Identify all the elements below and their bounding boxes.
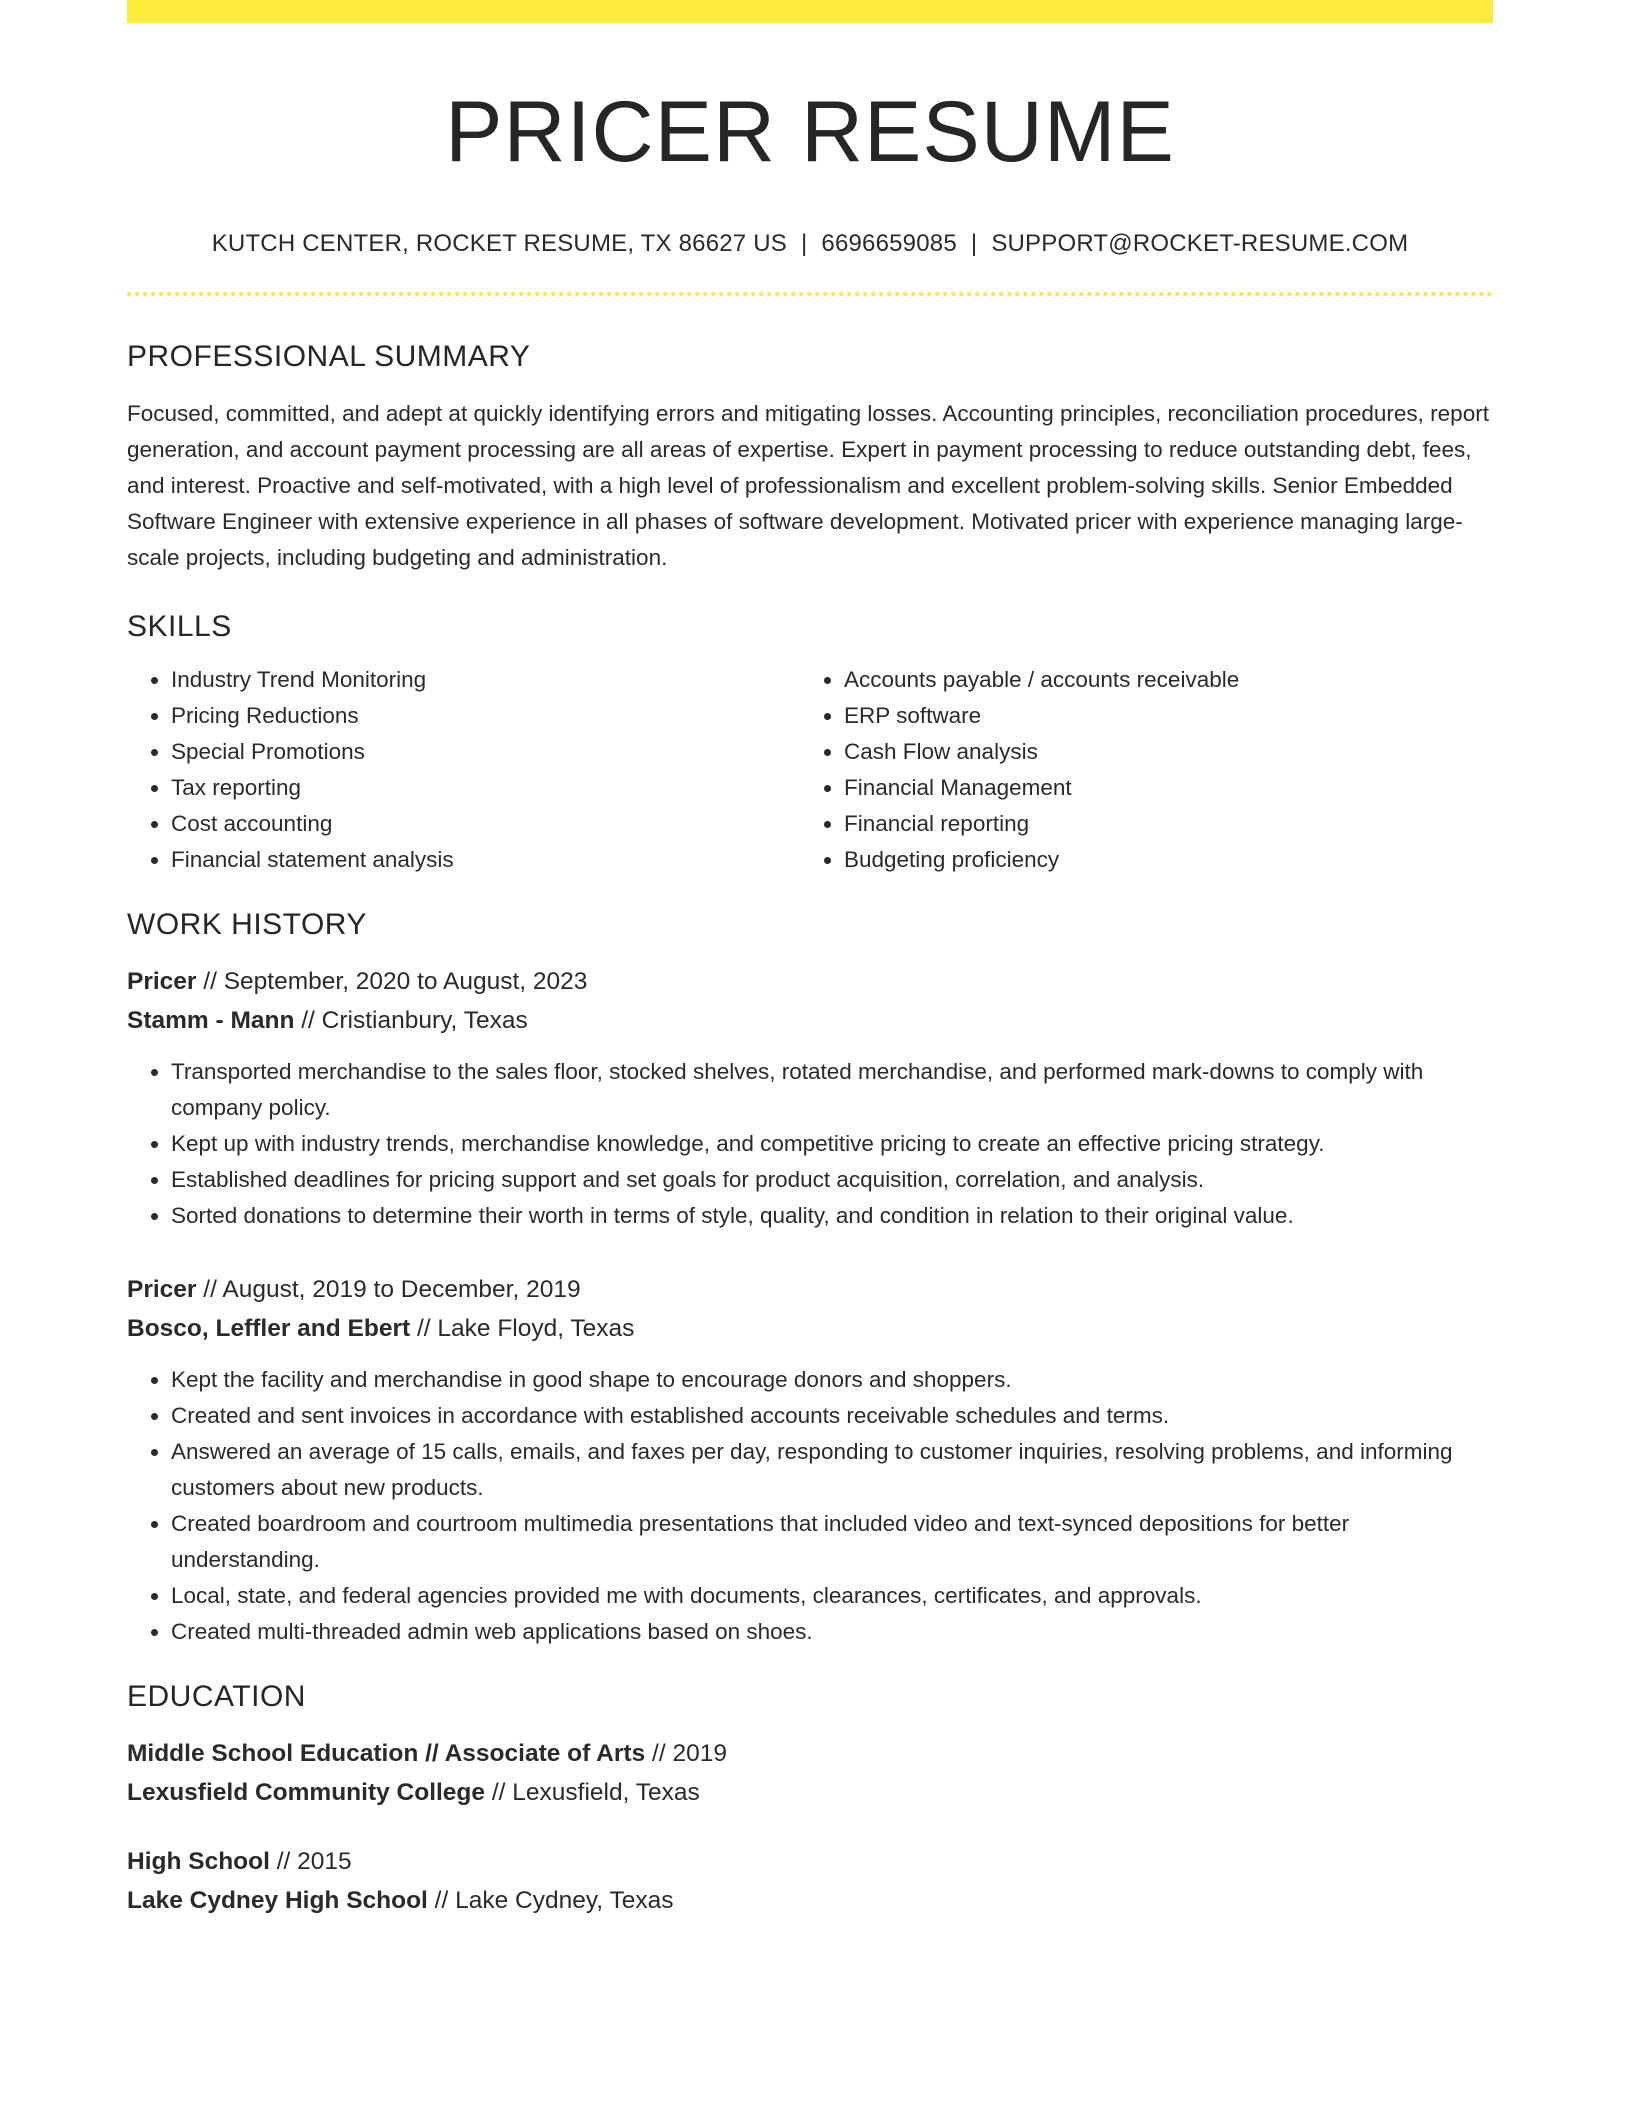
job-delimiter: // (410, 1314, 438, 1342)
contact-address: KUTCH CENTER, ROCKET RESUME, TX 86627 US (211, 229, 787, 257)
job-bullet: • Answered an average of 15 calls, emails, and faxes per day, responding to customer inquiries, resolving problems, and informing customers about new products. (171, 1434, 1493, 1506)
skills-columns (127, 662, 1493, 878)
skill-item: • Tax reporting (171, 770, 800, 806)
section-title-education: EDUCATION (127, 1679, 306, 1713)
education-location: Lake Cydney, Texas (455, 1886, 674, 1914)
education-delimiter: // (645, 1739, 673, 1767)
top-accent-bar (127, 0, 1493, 23)
skills-list-right (800, 662, 1473, 878)
job-role: Pricer (127, 967, 197, 995)
job-delimiter: // (196, 1275, 223, 1303)
job-role-line (127, 1270, 1493, 1309)
education-degree-line (127, 1842, 1493, 1881)
contact-email[interactable]: SUPPORT@ROCKET-RESUME.COM (991, 229, 1409, 257)
skill-item: • Industry Trend Monitoring (171, 662, 800, 698)
education-location: Lexusfield, Texas (512, 1778, 700, 1806)
education-degree: High School (127, 1847, 270, 1875)
job-bullet: • Local, state, and federal agencies provided me with documents, clearances, certificates, and approvals. (171, 1578, 1493, 1614)
job-bullet: • Sorted donations to determine their worth in terms of style, quality, and condition in relation to their original value. (171, 1198, 1493, 1234)
job-bullets (127, 1362, 1493, 1650)
education-degree-line (127, 1734, 1493, 1773)
resume-title: PRICER RESUME (445, 84, 1175, 180)
education-school-line (127, 1881, 1493, 1920)
job-bullet: • Created and sent invoices in accordance with established accounts receivable schedules and terms. (171, 1398, 1493, 1434)
skill-item: • Special Promotions (171, 734, 800, 770)
job-delimiter: // (196, 967, 224, 995)
job-delimiter: // (294, 1006, 322, 1034)
contact-phone: 6696659085 (821, 229, 957, 257)
education-degree: Middle School Education // Associate of Arts (127, 1739, 646, 1767)
job-entry (127, 962, 1493, 1234)
education-year: 2019 (672, 1739, 727, 1767)
job-dates: August, 2019 to December, 2019 (222, 1275, 581, 1303)
job-bullet: • Kept the facility and merchandise in good shape to encourage donors and shoppers. (171, 1362, 1493, 1398)
job-location: Cristianbury, Texas (321, 1006, 528, 1034)
section-title-work-history: WORK HISTORY (127, 907, 367, 941)
skills-list-left (127, 662, 800, 878)
job-bullet: • Created multi-threaded admin web applications based on shoes. (171, 1614, 1493, 1650)
education-school: Lake Cydney High School (127, 1886, 428, 1914)
education-entry (127, 1734, 1493, 1812)
skill-item: • Financial statement analysis (171, 842, 800, 878)
skill-item: • Cost accounting (171, 806, 800, 842)
education-delimiter: // (485, 1778, 513, 1806)
job-bullet: • Transported merchandise to the sales floor, stocked shelves, rotated merchandise, and performed mark-downs to comply with company policy. (171, 1054, 1493, 1126)
education-delimiter: // (427, 1886, 456, 1914)
summary-text: Focused, committed, and adept at quickly identifying errors and mitigating losses. Accounting principles, reconciliation procedures, report generation, and account payment processing are all areas of expertise. Expert in payment processing to reduce outstanding debt, fees, and interest. Proactive and self-motivated, with a high level of professionalism and excellent problem-solving skills. Senior Embedded Software Engineer with extensive experience in all phases of software development. Motivated pricer with experience managing large-scale projects, including budgeting and administration. (127, 400, 1489, 570)
dotted-divider (127, 292, 1493, 296)
skill-item: • Accounts payable / accounts receivable (844, 662, 1473, 698)
contact-line (127, 230, 1493, 258)
job-company: Stamm - Mann (127, 1006, 295, 1034)
skill-item: • Budgeting proficiency (844, 842, 1473, 878)
job-entry (127, 1270, 1493, 1650)
skill-item: • Financial reporting (844, 806, 1473, 842)
skill-item: • Pricing Reductions (171, 698, 800, 734)
job-bullet: • Created boardroom and courtroom multimedia presentations that included video and text-synced depositions for better understanding. (171, 1506, 1493, 1578)
job-company: Bosco, Leffler and Ebert (127, 1314, 411, 1342)
job-dates: September, 2020 to August, 2023 (223, 967, 588, 995)
education-school-line (127, 1773, 1493, 1812)
section-title-skills: SKILLS (127, 609, 232, 643)
education-delimiter: // (269, 1847, 298, 1875)
skill-item: • Cash Flow analysis (844, 734, 1473, 770)
education-entry (127, 1842, 1493, 1920)
job-bullets (127, 1054, 1493, 1234)
job-location: Lake Floyd, Texas (437, 1314, 635, 1342)
section-title-summary: PROFESSIONAL SUMMARY (127, 339, 531, 373)
job-role: Pricer (127, 1275, 197, 1303)
job-company-line (127, 1001, 1493, 1040)
job-bullet: • Kept up with industry trends, merchandise knowledge, and competitive pricing to create an effective pricing strategy. (171, 1126, 1493, 1162)
contact-separator: | (970, 229, 978, 257)
education-year: 2015 (297, 1847, 352, 1875)
resume-page (127, 0, 1493, 1920)
skill-item: • ERP software (844, 698, 1473, 734)
skill-item: • Financial Management (844, 770, 1473, 806)
contact-separator: | (800, 229, 808, 257)
job-role-line (127, 962, 1493, 1001)
education-school: Lexusfield Community College (127, 1778, 486, 1806)
job-bullet: • Established deadlines for pricing support and set goals for product acquisition, correlation, and analysis. (171, 1162, 1493, 1198)
job-company-line (127, 1309, 1493, 1348)
